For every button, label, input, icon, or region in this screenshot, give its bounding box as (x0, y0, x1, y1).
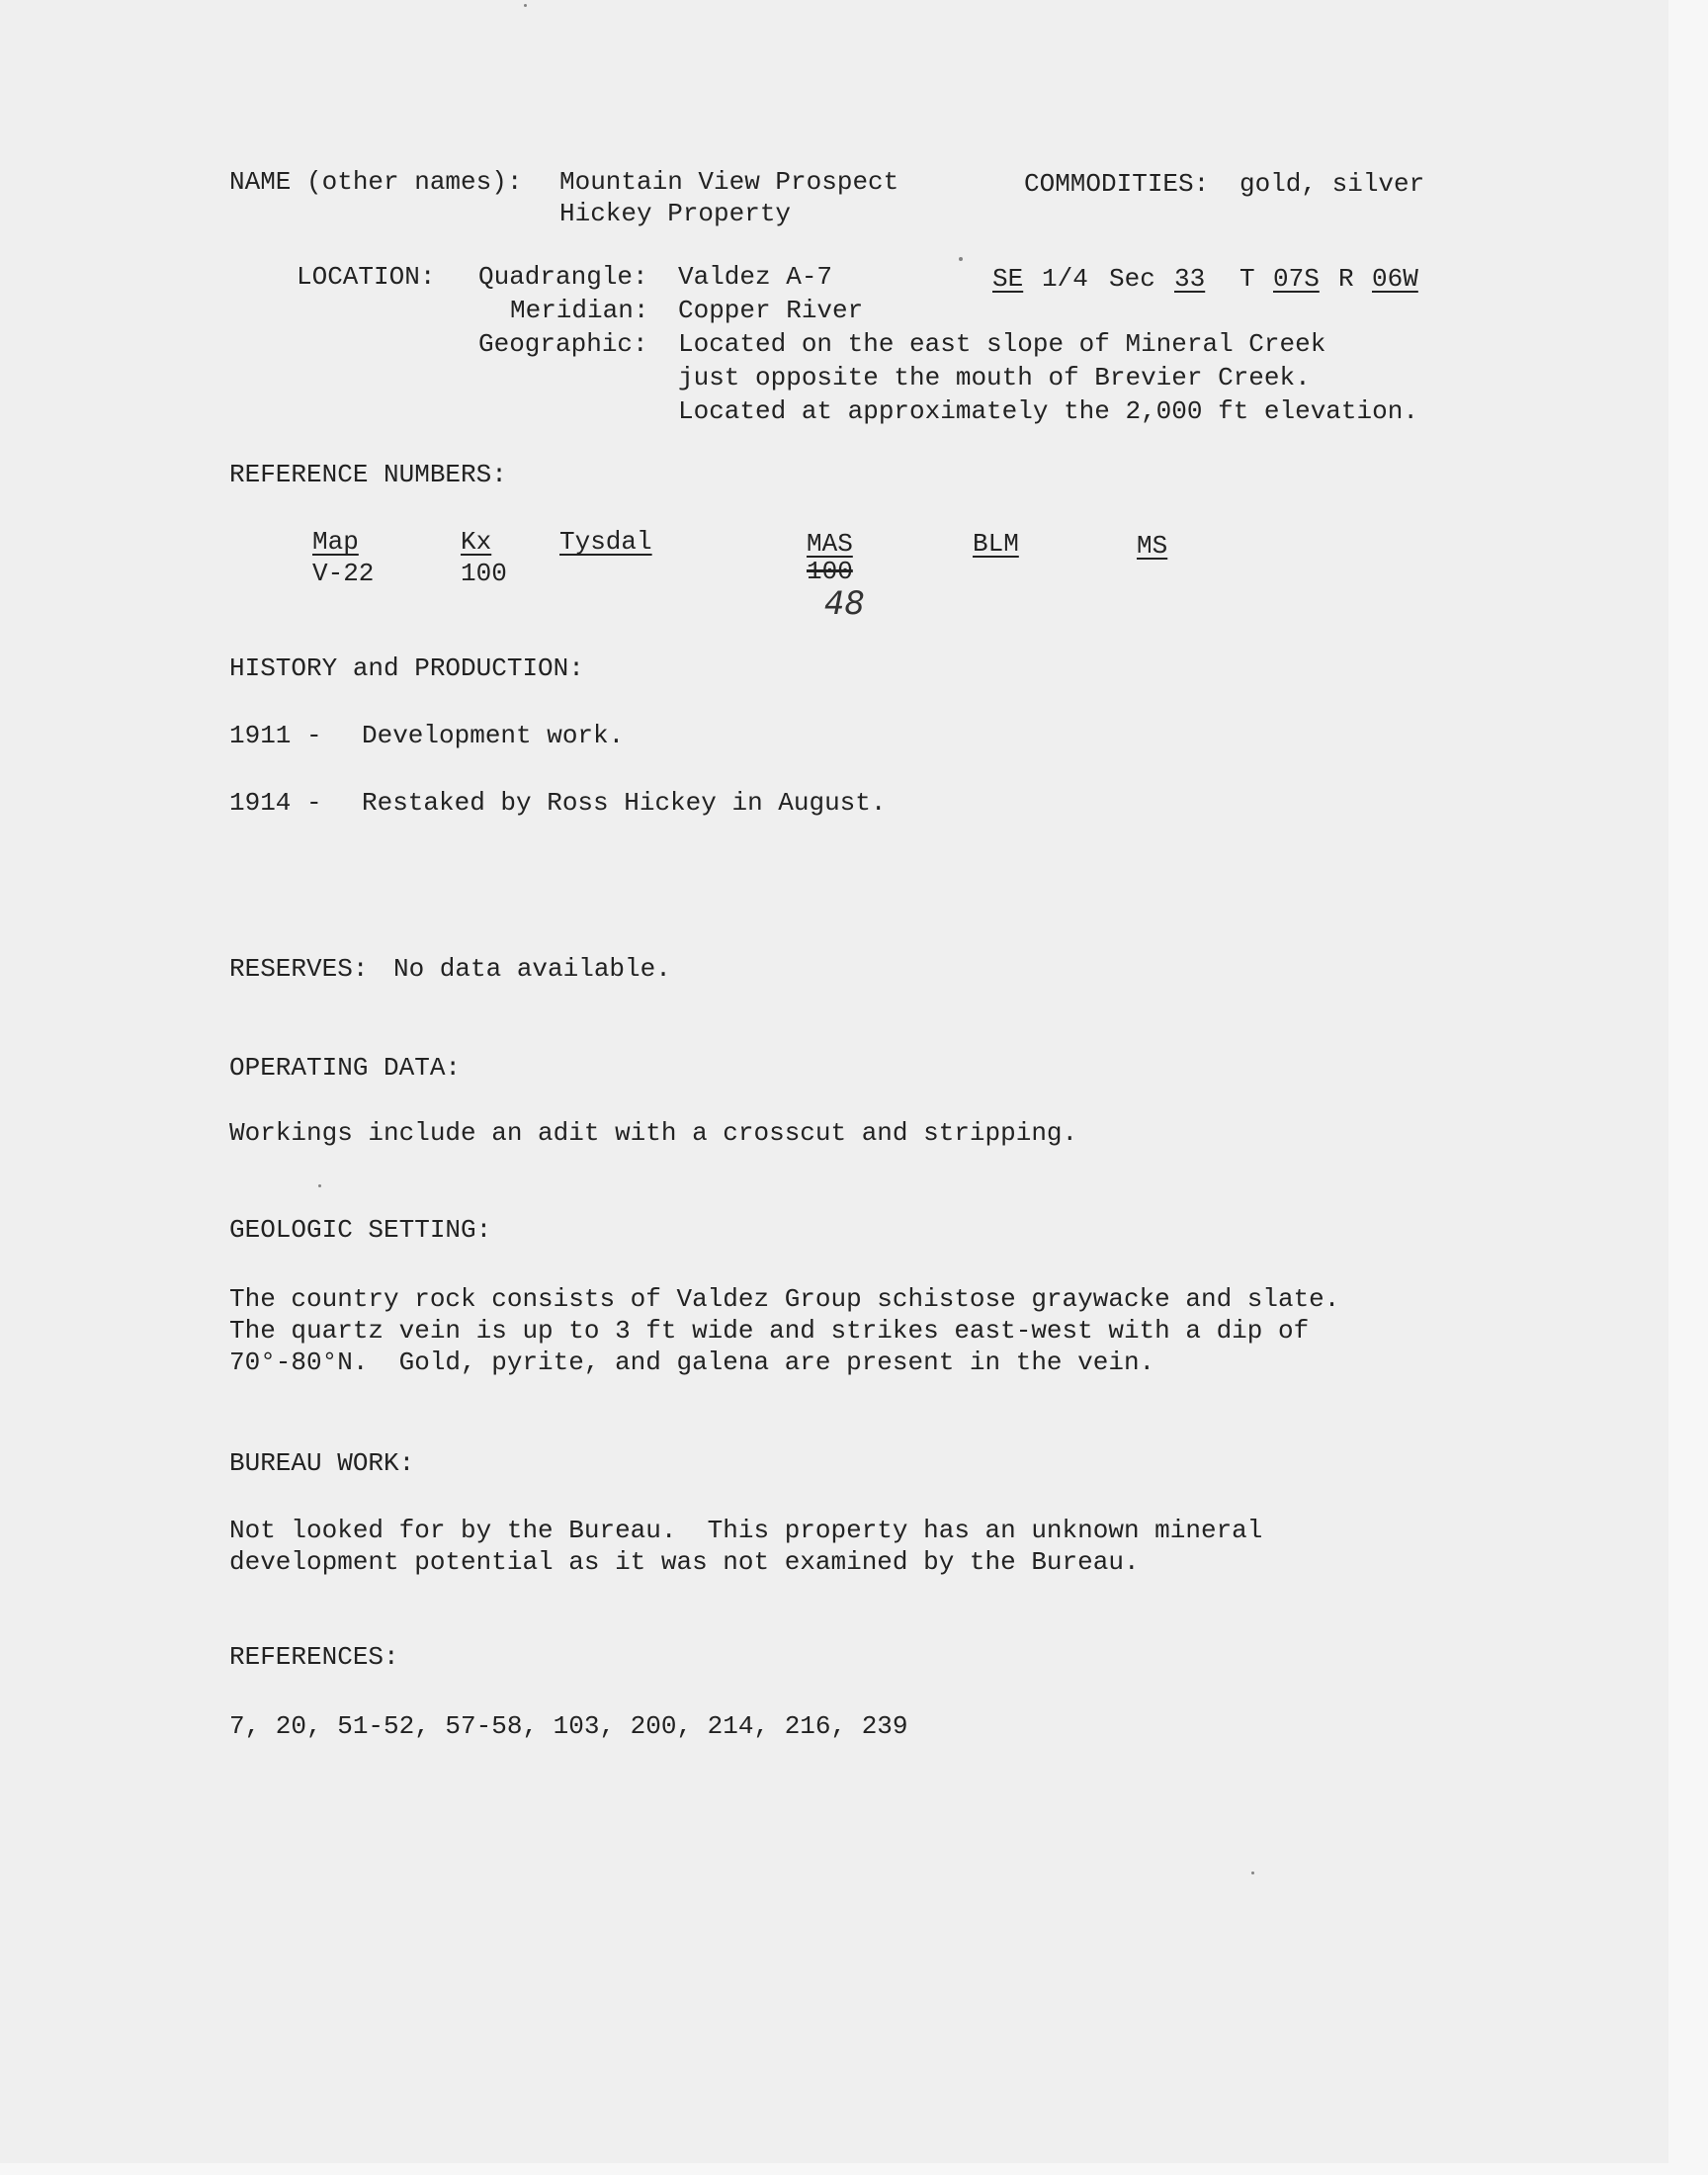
mas-handwritten-value: 48 (824, 584, 865, 622)
quarter-section: SE (992, 264, 1024, 294)
geographic-line: Located on the east slope of Mineral Creek (678, 329, 1326, 359)
scan-speck (959, 257, 963, 261)
reserves-label: RESERVES: (229, 954, 369, 984)
tysdal-column-label: Tysdal (559, 527, 652, 557)
primary-name: Mountain View Prospect (559, 167, 899, 197)
geologic-line: 70°-80°N. Gold, pyrite, and galena are present in the vein. (229, 1348, 1155, 1377)
geologic-setting-label: GEOLOGIC SETTING: (229, 1215, 492, 1245)
geographic-line: just opposite the mouth of Brevier Creek. (678, 363, 1311, 392)
range-value: 06W (1372, 264, 1418, 294)
scan-edge-bottom (0, 2163, 1708, 2175)
quadrangle-label: Quadrangle: (478, 262, 648, 292)
section-number: 33 (1174, 264, 1206, 294)
geologic-line: The country rock consists of Valdez Group schistose graywacke and slate. (229, 1284, 1340, 1314)
bureau-work-label: BUREAU WORK: (229, 1448, 415, 1478)
geographic-label: Geographic: (478, 329, 648, 359)
quarter-fraction: 1/4 (1042, 264, 1088, 294)
name-label: NAME (other names): (229, 167, 523, 197)
references-label: REFERENCES: (229, 1642, 399, 1672)
bureau-work-line: development potential as it was not examined by the Bureau. (229, 1547, 1140, 1577)
history-entry: Restaked by Ross Hickey in August. (362, 788, 887, 818)
geographic-line: Located at approximately the 2,000 ft elevation. (678, 396, 1418, 426)
map-column-label: Map (312, 527, 359, 557)
history-label: HISTORY and PRODUCTION: (229, 653, 584, 683)
location-label: LOCATION: (297, 262, 436, 292)
kx-value: 100 (461, 559, 507, 588)
operating-data-label: OPERATING DATA: (229, 1053, 462, 1083)
history-year: 1911 - (229, 721, 322, 750)
reference-numbers-label: REFERENCE NUMBERS: (229, 460, 507, 489)
range-label: R (1338, 264, 1354, 294)
scan-edge-right (1668, 0, 1708, 2175)
ms-column-label: MS (1137, 531, 1168, 561)
references-list: 7, 20, 51-52, 57-58, 103, 200, 214, 216, 239 (229, 1711, 908, 1741)
kx-column-label: Kx (461, 527, 492, 557)
geologic-line: The quartz vein is up to 3 ft wide and strikes east-west with a dip of (229, 1316, 1310, 1346)
other-name: Hickey Property (559, 199, 792, 228)
scan-speck (524, 4, 527, 7)
township-value: 07S (1273, 264, 1320, 294)
commodities-label: COMMODITIES: (1024, 169, 1210, 199)
scan-speck (318, 1184, 321, 1187)
operating-data-text: Workings include an adit with a crosscut and stripping. (229, 1118, 1078, 1148)
meridian-label: Meridian: (510, 296, 649, 325)
history-year: 1914 - (229, 788, 322, 818)
township-label: T (1239, 264, 1255, 294)
quadrangle-value: Valdez A-7 (678, 262, 833, 292)
meridian-value: Copper River (678, 296, 864, 325)
mas-struck-value: 100 (807, 557, 853, 586)
blm-column-label: BLM (973, 529, 1019, 559)
reserves-value: No data available. (393, 954, 671, 984)
scan-speck (1251, 1871, 1254, 1874)
commodities-value: gold, silver (1239, 169, 1425, 199)
sec-label: Sec (1109, 264, 1155, 294)
history-entry: Development work. (362, 721, 625, 750)
map-value: V-22 (312, 559, 375, 588)
bureau-work-line: Not looked for by the Bureau. This property has an unknown mineral (229, 1516, 1263, 1545)
mas-column-label: MAS (807, 529, 853, 559)
